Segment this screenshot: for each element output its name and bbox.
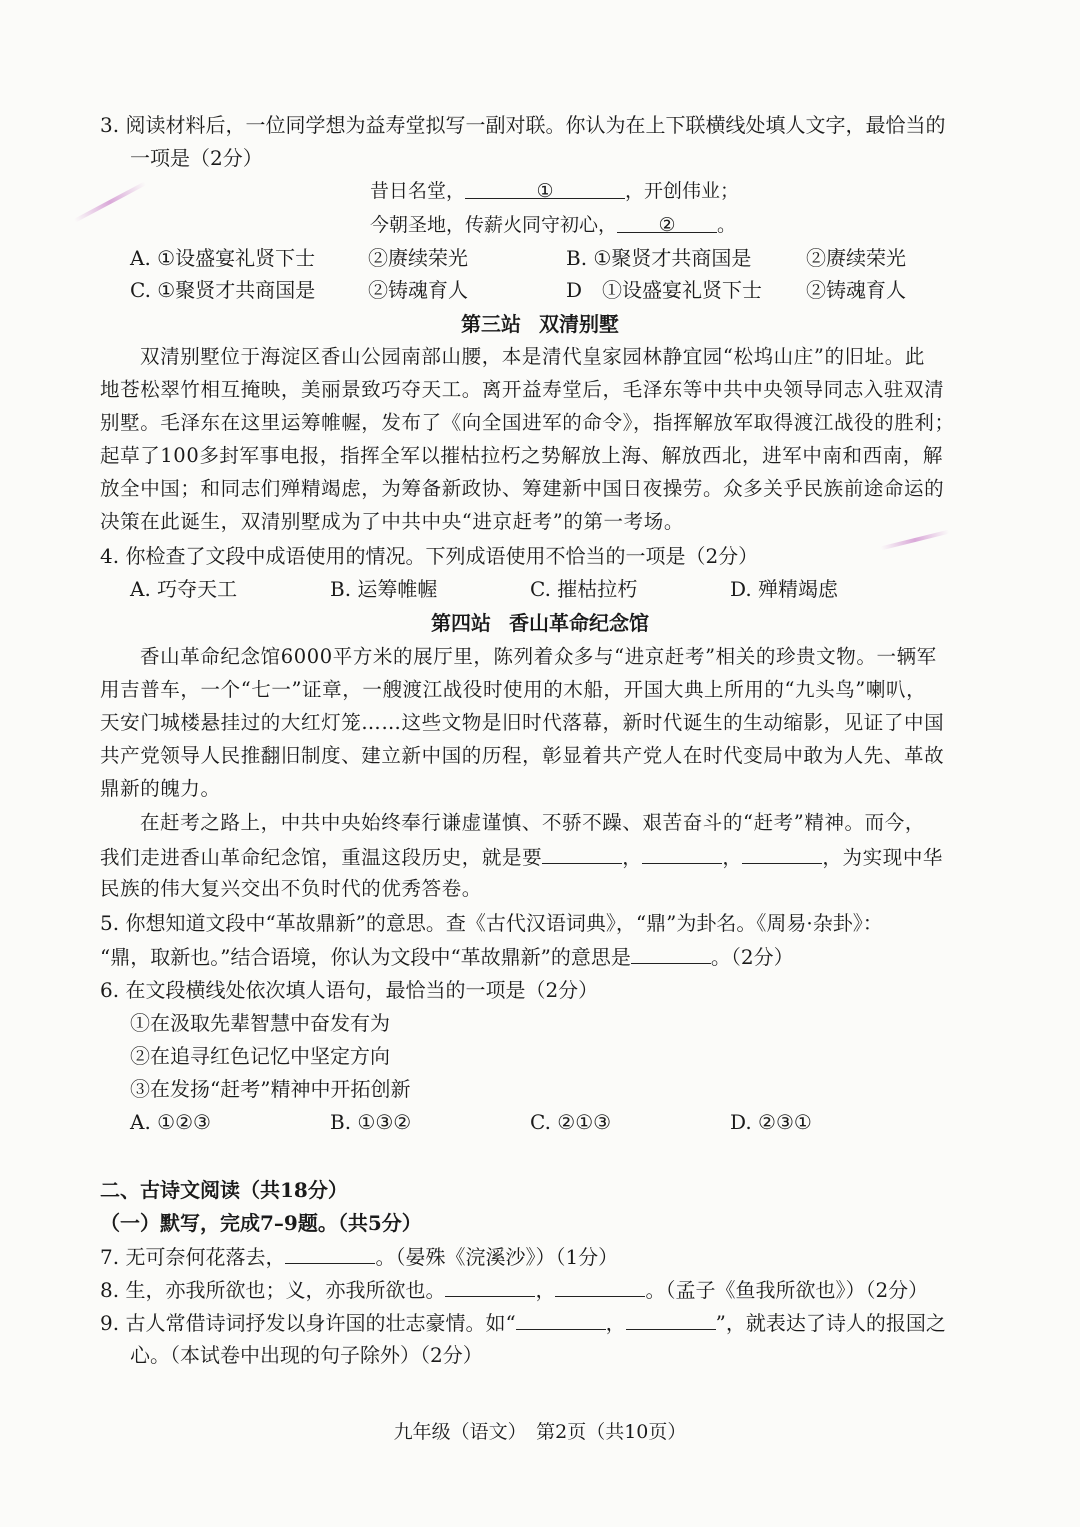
section2-title: 二、古诗文阅读（共18分） (100, 1178, 348, 1202)
q3-option-d-2: ②铸魂育人 (806, 278, 906, 302)
q4-option-d: D. 殚精竭虑 (730, 577, 839, 601)
station4-line: 共产党领导人民推翻旧制度、建立新中国的历程，彰显着共产党人在时代变局中敢为人先、革故 (100, 744, 945, 767)
station4-num: 第四站 (431, 611, 491, 635)
q4-option-a: A. 巧夺天工 (130, 577, 238, 601)
couplet-lower-b: 。 (717, 214, 737, 236)
q3-option-a (130, 243, 315, 273)
separator: ， (622, 846, 643, 869)
station4-p2-line2-a: 我们走进香山革命纪念馆，重温这段历史，就是要 (100, 846, 543, 869)
station4-heading (0, 608, 1080, 638)
station3-line: 起草了100多封军事电报，指挥全军以摧枯拉朽之势解放上海、解放西北，进军中南和西南，解 (100, 444, 944, 467)
q5-line2-a: “鼎，取新也。”结合语境，你认为文段中“革故鼎新”的意思是 (100, 945, 631, 969)
station3-heading (0, 309, 1080, 339)
q8-a: 8. 生，亦我所欲也；义，亦我所欲也。 (100, 1278, 446, 1302)
fill-blank (285, 1241, 375, 1264)
couplet-upper-b: ，开创伟业； (625, 180, 740, 202)
q6-item-3: ③在发扬“赶考”精神中开拓创新 (130, 1077, 411, 1101)
couplet-blank-2 (617, 210, 717, 236)
q3-option-c-2: ②铸魂育人 (368, 278, 468, 302)
separator: ， (535, 1278, 556, 1302)
station3-line: 双清别墅位于海淀区香山公园南部山腰，本是清代皇家园林静宜园“松坞山庄”的旧址。此 (140, 345, 925, 368)
q7-a: 7. 无可奈何花落去， (100, 1245, 286, 1269)
page-footer: 九年级（语文） 第2页（共10页） (393, 1421, 687, 1443)
q9-b: ”，就表达了诗人的报国之 (715, 1311, 946, 1335)
q7 (100, 1241, 618, 1272)
station3-line: 决策在此诞生，双清别墅成为了中共中央“进京赶考”的第一考场。 (100, 510, 684, 533)
station3-num: 第三站 (461, 312, 521, 336)
q5-line2-b: 。（2分） (710, 945, 794, 969)
highlighter-mark (74, 181, 147, 222)
q5-line2 (100, 941, 794, 972)
fill-blank (445, 1274, 535, 1297)
couplet-lower-a: 今朝圣地，传薪火同守初心， (370, 214, 618, 236)
fill-blank (626, 1307, 716, 1330)
q6-option-a: A. ①②③ (130, 1110, 211, 1134)
q9-a: 9. 古人常借诗词抒发以身许国的壮志豪情。如“ (100, 1311, 516, 1335)
fill-blank (631, 941, 711, 964)
section2-sub1: （一）默写，完成7–9题。（共5分） (100, 1211, 422, 1235)
q6-item-1: ①在汲取先辈智慧中奋发有为 (130, 1011, 390, 1035)
q4-option-b: B. 运筹帷幄 (330, 577, 438, 601)
q5-line1: 5. 你想知道文段中“革故鼎新”的意思。查《古代汉语词典》，“鼎”为卦名。《周易·杂卦》： (100, 911, 883, 935)
q9-line2: 心。（本试卷中出现的句子除外）（2分） (130, 1343, 483, 1367)
couplet-upper (370, 176, 739, 206)
station4-line: 香山革命纪念馆6000平方米的展厅里，陈列着众多与“进京赶考”相关的珍贵文物。一辆军 (140, 645, 937, 668)
couplet-blank-1-label: ① (536, 180, 554, 202)
fill-blank (742, 841, 822, 864)
separator: ， (722, 846, 743, 869)
q4-stem: 4. 你检查了文段中成语使用的情况。下列成语使用不恰当的一项是（2分） (100, 544, 759, 568)
fill-blank (555, 1274, 645, 1297)
station4-p2-line3: 民族的伟大复兴交出不负时代的优秀答卷。 (100, 877, 482, 900)
station4-p2-line2 (100, 841, 980, 873)
couplet-blank-1 (465, 176, 625, 202)
q6-item-2: ②在追寻红色记忆中坚定方向 (130, 1044, 390, 1068)
station4-p2-line1: 在赶考之路上，中共中央始终奉行谦虚谨慎、不骄不躁、艰苦奋斗的“赶考”精神。而今， (140, 811, 925, 834)
station4-line: 鼎新的魄力。 (100, 777, 221, 800)
station3-name: 双清别墅 (539, 312, 619, 336)
q8 (100, 1274, 928, 1305)
q6-option-d: D. ②③① (730, 1110, 812, 1134)
q3-option-b-2: ②赓续荣光 (806, 246, 906, 270)
q3-option-a-2: ②赓续荣光 (368, 246, 468, 270)
station4-line: 用吉普车，一个“七一”证章，一艘渡江战役时使用的木船，开国大典上所用的“九头鸟”喇叭， (100, 678, 927, 701)
q7-b: 。（晏殊《浣溪沙》）（1分） (375, 1245, 619, 1269)
q4-option-c: C. 摧枯拉朽 (530, 577, 638, 601)
q3-option-b: B. ①聚贤才共商国是 (566, 246, 752, 270)
couplet-upper-a: 昔日名堂， (370, 180, 466, 202)
couplet-blank-2-label: ② (658, 214, 676, 236)
station3-line: 别墅。毛泽东在这里运筹帷幄，发布了《向全国进军的命令》，指挥解放军取得渡江战役的胜利； (100, 411, 955, 434)
station4-p2-line2-b: ，为实现中华 (822, 846, 944, 869)
q3-stem-line1: 3. 阅读材料后，一位同学想为益寿堂拟写一副对联。你认为在上下联横线处填人文字，最恰当的 (100, 113, 946, 137)
fill-blank (516, 1307, 606, 1330)
station4-line: 天安门城楼悬挂过的大红灯笼……这些文物是旧时代落幕，新时代诞生的生动缩影，见证了中国 (100, 711, 945, 734)
separator: ， (605, 1311, 626, 1335)
q6-stem: 6. 在文段横线处依次填人语句，最恰当的一项是（2分） (100, 978, 599, 1002)
station3-line: 地苍松翠竹相互掩映，美丽景致巧夺天工。离开益寿堂后，毛泽东等中共中央领导同志入驻双清 (100, 378, 945, 401)
q9-line1 (100, 1307, 946, 1338)
couplet-lower (370, 210, 736, 240)
q3-option-d: D ①设盛宴礼贤下士 (566, 278, 763, 302)
q3-option-c: C. ①聚贤才共商国是 (130, 278, 316, 302)
q3-option-a-1: A. ①设盛宴礼贤下士 (130, 246, 316, 270)
q3-stem-line2: 一项是（2分） (130, 146, 263, 170)
q8-b: 。（孟子《鱼我所欲也》）（2分） (645, 1278, 929, 1302)
fill-blank (642, 841, 722, 864)
station4-name: 香山革命纪念馆 (509, 611, 649, 635)
station3-line: 放全中国；和同志们殚精竭虑，为筹备新政协、筹建新中国日夜操劳。众多关乎民族前途命运的 (100, 477, 945, 500)
q6-option-c: C. ②①③ (530, 1110, 612, 1134)
q6-option-b: B. ①③② (330, 1110, 412, 1134)
fill-blank (542, 841, 622, 864)
